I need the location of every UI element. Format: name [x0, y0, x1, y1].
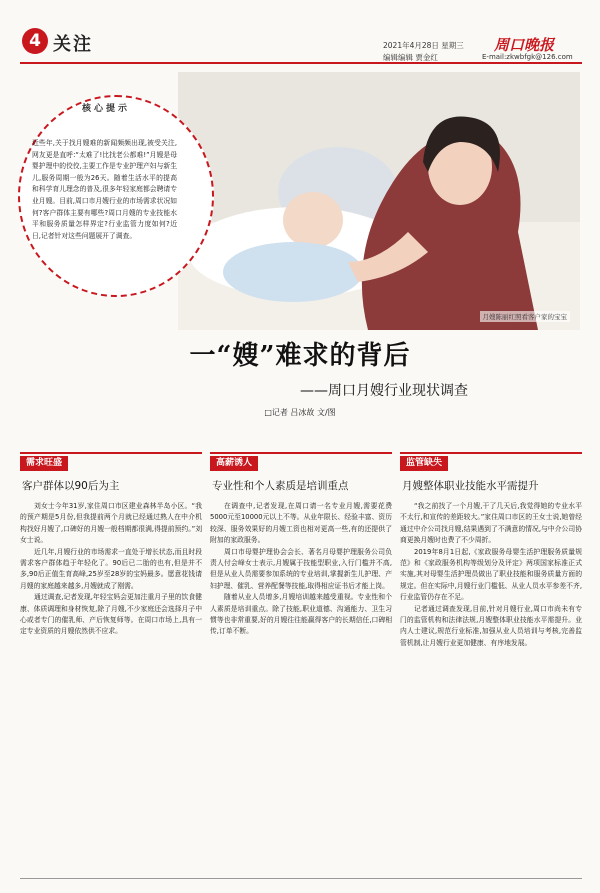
paragraph: 通过调查,记者发现,年轻宝妈会更加注重月子里的饮食健康、体质调理和身材恢复,除了月嫂,不少家庭还会选择月子中心或者专门的催乳师、产后恢复师等。在周口市场上,具有一定专业资质的月嫂依然供不应求。	[20, 593, 202, 636]
column-tag: 监管缺失	[400, 456, 448, 471]
article-subheadline: ——周口月嫂行业现状调查	[300, 383, 468, 399]
tips-text: 近些年,关于找月嫂难的新闻频频出现,被受关注,网友更是直呼:“太难了!比找老公都难!”月嫂是母婴护理中的佼佼,主要工作是专业护理产妇与新生儿,服务周期一般为26天。随着生活水平的提高和科学育儿理念的普及,很多年轻家庭都会聘请专业月嫂。目前,周口市月嫂行业的市场需求状况如何?客户群体主要有哪些?周口月嫂的专业技能水平和服务质量怎样界定?行业监管力度如何?近日,记者针对这些问题展开了调查。	[32, 139, 177, 240]
header-rule	[20, 62, 582, 64]
column-header	[400, 452, 582, 476]
paragraph: “我之前找了一个月嫂,干了几天后,我觉得她的专业水平不太行,和宣传的差距较大。”家住周口市区的王女士说,她曾经通过中介公司找月嫂,结果遇到了不满意的情况,与中介公司协商更换月嫂时也费了不少周折。	[400, 502, 582, 545]
contact-email: E-mail:zkwbfgk@126.com	[482, 53, 573, 61]
paragraph: 近几年,月嫂行业的市场需求一直处于增长状态,而且时段需求客户群体趋于年轻化了。90后已二胎的也有,但是并不多,90后正值生育高峰,25岁至28岁的宝妈最多。愿意花钱请月嫂的家庭越来越多,月嫂就成了刚需。	[20, 547, 202, 590]
newspaper-logo: 周口晚报	[494, 36, 555, 54]
article-headline: 一“嫂”难求的背后	[189, 341, 411, 371]
paragraph: 记者通过调查发现,目前,针对月嫂行业,周口市尚未有专门的监管机构和法律法规,月嫂整体职业技能水平需提升。业内人士建议,规范行业标准,加强从业人员培训与考核,完善监管机制,让月嫂行业更加健康、有序地发展。	[400, 604, 582, 647]
column-header	[20, 452, 202, 476]
column-subtitle: 客户群体以90后为主	[22, 480, 120, 492]
column-demand	[20, 452, 202, 638]
section-number: 4	[22, 28, 48, 54]
article-byline: □记者 吕冰故 文/图	[264, 408, 336, 417]
column-regulation	[400, 452, 582, 649]
column-subtitle: 月嫂整体职业技能水平需提升	[402, 480, 539, 492]
section-title: 关注	[53, 34, 93, 55]
page-header	[0, 0, 600, 70]
photo-illustration	[178, 72, 580, 330]
tips-title: 核心提示	[82, 104, 131, 114]
paragraph: 周口市母婴护理协会会长、著名月母婴护理服务公司负责人付会峰女士表示,月嫂属于技能型职业,入行门槛并不高,但是从业人员需要参加系统的专业培训,掌握新生儿护理、产妇护理、催乳、营养配餐等技能,取得相应证书后才能上岗。	[210, 547, 392, 590]
photo-caption: 月嫂陈丽红照看客户家的宝宝	[480, 311, 571, 322]
editor-credit: 编辑编辑 贾金红	[383, 53, 438, 62]
column-tag: 高薪诱人	[210, 456, 258, 471]
paragraph: 刘女士今年31岁,家住周口市区建业森林半岛小区。“我的预产期是5月份,但我提前两个月就已经通过熟人在中介机构找好月嫂了,口碑好的月嫂一般档期都很满,得提前预约。”刘女士说。	[20, 502, 202, 545]
paragraph: 随着从业人员增多,月嫂培训越来越受重视。专业性和个人素质是培训重点。除了技能,职业道德、沟通能力、卫生习惯等也非常重要,好的月嫂往往能赢得客户的长期信任,口碑相传,订单不断。	[210, 593, 392, 636]
paragraph: 在调查中,记者发现,在周口请一名专业月嫂,需要花费5000元至10000元以上不等。从业年限长、经验丰富、资历较深、服务效果好的月嫂工资也相对更高一些,有的还提供了附加的家政服务。	[210, 502, 392, 545]
issue-date: 2021年4月28日 星期三	[383, 41, 464, 50]
column-salary	[210, 452, 392, 638]
column-tag: 需求旺盛	[20, 456, 68, 471]
feature-photo	[178, 72, 580, 330]
paragraph: 2019年8月1日起,《家政服务母婴生活护理服务质量规范》和《家政服务机构等级划分及评定》两项国家标准正式实施,其对母婴生活护理员做出了职业技能和服务质量方面的规定。但在实际中,月嫂行业门槛低、从业人员水平参差不齐,行业监管仍存在不足。	[400, 547, 582, 602]
footer-rule	[20, 878, 582, 879]
column-header	[210, 452, 392, 476]
column-subtitle: 专业性和个人素质是培训重点	[212, 480, 349, 492]
